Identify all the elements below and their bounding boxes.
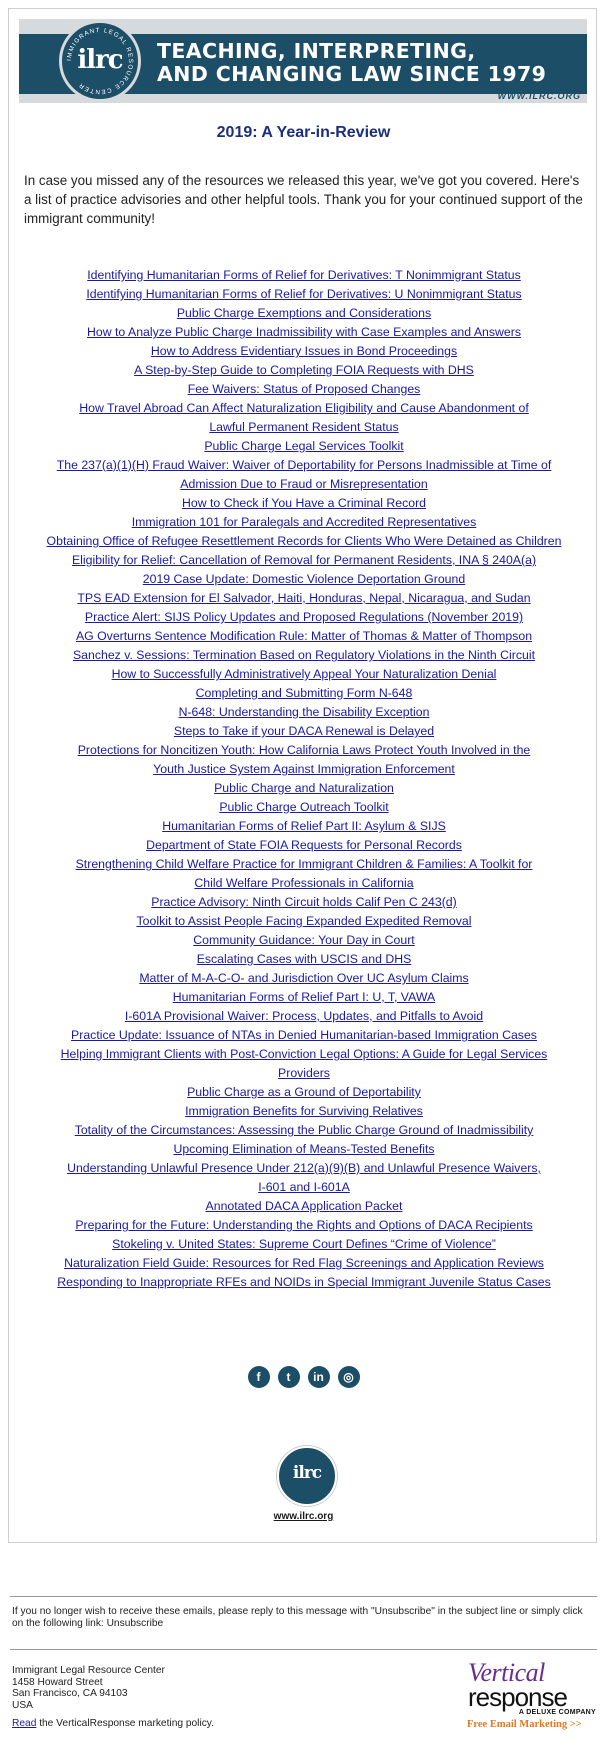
resource-link[interactable] bbox=[24, 323, 584, 342]
resource-link-text: I-601A Provisional Waiver: Process, Updates, and Pitfalls to Avoid bbox=[124, 1009, 484, 1023]
resource-link-text: Obtaining Office of Refugee Resettlement Records for Clients Who Were Detained as Children bbox=[46, 534, 562, 548]
resource-link-text: How Travel Abroad Can Affect Naturalization Eligibility and Cause Abandonment of bbox=[79, 401, 529, 415]
resource-link-text: Toolkit to Assist People Facing Expanded Expedited Removal bbox=[136, 914, 472, 928]
resource-link-text: Understanding Unlawful Presence Under 212(a)(9)(B) and Unlawful Presence Waivers, bbox=[67, 1161, 541, 1175]
resource-link-text: Lawful Permanent Resident Status bbox=[209, 420, 399, 434]
resource-link-text: Annotated DACA Application Packet bbox=[205, 1199, 403, 1213]
resource-link[interactable] bbox=[24, 551, 584, 570]
resource-link[interactable] bbox=[24, 1254, 584, 1273]
resource-link-text: Child Welfare Professionals in California bbox=[194, 876, 414, 890]
resource-link-text: Eligibility for Relief: Cancellation of Removal for Permanent Residents, INA § 240A(a) bbox=[71, 553, 537, 567]
footer-ilrc-logo[interactable] bbox=[277, 1446, 337, 1506]
resource-link-text: Totality of the Circumstances: Assessing the Public Charge Ground of Inadmissibility bbox=[74, 1123, 534, 1137]
logo-text: ilrc bbox=[77, 45, 123, 75]
resource-link[interactable] bbox=[24, 399, 584, 437]
resource-link[interactable] bbox=[24, 342, 584, 361]
resource-link-text: Steps to Take if your DACA Renewal is Delayed bbox=[173, 724, 435, 738]
resource-link-text: How to Analyze Public Charge Inadmissibility with Case Examples and Answers bbox=[86, 325, 521, 339]
resource-link[interactable] bbox=[24, 969, 584, 988]
unsubscribe-text: If you no longer wish to receive these emails, please reply to this message with "Unsubscribe" in the subject line or simply click on the following link: Unsubscribe bbox=[12, 1606, 583, 1629]
resource-link-text: Humanitarian Forms of Relief Part II: Asylum & SIJS bbox=[162, 819, 446, 833]
resource-link[interactable] bbox=[24, 646, 584, 665]
verticalresponse-logo[interactable] bbox=[468, 1658, 596, 1716]
resource-link[interactable] bbox=[24, 855, 584, 893]
resource-link-text: Identifying Humanitarian Forms of Relief for Derivatives: U Nonimmigrant Status bbox=[86, 287, 522, 301]
free-email-marketing-link[interactable]: Free Email Marketing >> bbox=[467, 1719, 582, 1730]
footer-url-link[interactable]: www.ilrc.org bbox=[273, 1511, 334, 1522]
resource-link[interactable] bbox=[24, 1273, 584, 1292]
resource-link[interactable] bbox=[24, 836, 584, 855]
resource-link-text: Public Charge as a Ground of Deportability bbox=[187, 1085, 421, 1099]
resource-link-text: Department of State FOIA Requests for Personal Records bbox=[146, 838, 462, 852]
footer-logo-text: ilrc bbox=[292, 1463, 322, 1483]
resource-link-text: Fee Waivers: Status of Proposed Changes bbox=[187, 382, 421, 396]
resource-link[interactable] bbox=[24, 684, 584, 703]
resource-link[interactable] bbox=[24, 1007, 584, 1026]
resource-link[interactable] bbox=[24, 1216, 584, 1235]
resource-link-text: Immigration Benefits for Surviving Relatives bbox=[185, 1104, 423, 1118]
resource-link[interactable] bbox=[24, 608, 584, 627]
social-glyph: in bbox=[313, 1370, 324, 1384]
resource-link[interactable] bbox=[24, 988, 584, 1007]
vr-logo-line3: A DELUXE COMPANY bbox=[518, 1709, 596, 1716]
resource-link-text: How to Address Evidentiary Issues in Bond Proceedings bbox=[150, 344, 458, 358]
resource-link-list bbox=[24, 266, 584, 1292]
banner-title-line1: TEACHING, INTERPRETING, bbox=[157, 39, 476, 63]
resource-link[interactable] bbox=[24, 893, 584, 912]
resource-link-text: Responding to Inappropriate RFEs and NOIDs in Special Immigrant Juvenile Status Cases bbox=[57, 1275, 551, 1289]
intro-text: In case you missed any of the resources we released this year, we've got you covered. Here's a list of practice advisories and other helpful tools. Thank you for your continued support of the immigrant community! bbox=[24, 173, 583, 226]
resource-link-text: N-648: Understanding the Disability Exception bbox=[178, 705, 430, 719]
ilrc-logo bbox=[59, 20, 141, 102]
resource-link[interactable] bbox=[24, 513, 584, 532]
banner-title-line2: AND CHANGING LAW SINCE 1979 bbox=[157, 62, 547, 86]
policy-text bbox=[12, 1718, 214, 1729]
social-glyph: ◎ bbox=[343, 1370, 354, 1384]
resource-link[interactable] bbox=[24, 1197, 584, 1216]
resource-link[interactable] bbox=[24, 532, 584, 551]
email-card bbox=[8, 8, 597, 1543]
resource-link-text: Practice Update: Issuance of NTAs in Denied Humanitarian-based Immigration Cases bbox=[71, 1028, 537, 1042]
vr-logo-line2: response bbox=[468, 1682, 567, 1712]
resource-link[interactable] bbox=[24, 1045, 584, 1083]
social-glyph: f bbox=[256, 1370, 261, 1384]
resource-link[interactable] bbox=[24, 1102, 584, 1121]
resource-link-text: Public Charge Outreach Toolkit bbox=[219, 800, 389, 814]
resource-link-text: Preparing for the Future: Understanding the Rights and Options of DACA Recipients bbox=[75, 1218, 533, 1232]
banner-title bbox=[157, 40, 546, 86]
resource-link-text: Public Charge Legal Services Toolkit bbox=[204, 439, 404, 453]
resource-link[interactable] bbox=[24, 304, 584, 323]
resource-link[interactable] bbox=[24, 380, 584, 399]
svg-text:IMMIGRANT LEGAL RESOURCE CENTE: IMMIGRANT LEGAL RESOURCE CENTER bbox=[65, 26, 135, 96]
banner-url: WWW.ILRC.ORG bbox=[497, 91, 581, 101]
resource-link-text: AG Overturns Sentence Modification Rule: Matter of Thomas & Matter of Thompson bbox=[75, 629, 533, 643]
resource-link[interactable] bbox=[24, 912, 584, 931]
resource-link-text: A Step-by-Step Guide to Completing FOIA Requests with DHS bbox=[134, 363, 474, 377]
resource-link-text: Protections for Noncitizen Youth: How California Laws Protect Youth Involved in the bbox=[77, 743, 531, 757]
resource-link[interactable] bbox=[24, 361, 584, 380]
resource-link-text: Public Charge Exemptions and Considerations bbox=[176, 306, 432, 320]
resource-link-text: Sanchez v. Sessions: Termination Based on Regulatory Violations in the Ninth Circuit bbox=[72, 648, 536, 662]
resource-link[interactable] bbox=[24, 798, 584, 817]
resource-link[interactable] bbox=[24, 703, 584, 722]
resource-link-text: I-601 and I-601A bbox=[258, 1180, 350, 1194]
linkedin-icon[interactable] bbox=[308, 1366, 330, 1388]
resource-link-text: How to Successfully Administratively Appeal Your Naturalization Denial bbox=[111, 667, 497, 681]
page-title: 2019: A Year-in-Review bbox=[216, 124, 391, 141]
resource-link[interactable] bbox=[24, 950, 584, 969]
resource-link-text: Strengthening Child Welfare Practice for Immigrant Children & Families: A Toolkit for bbox=[75, 857, 533, 871]
resource-link[interactable] bbox=[24, 570, 584, 589]
resource-link-text: Identifying Humanitarian Forms of Relief for Derivatives: T Nonimmigrant Status bbox=[87, 268, 521, 282]
resource-link[interactable] bbox=[24, 1026, 584, 1045]
resource-link[interactable] bbox=[24, 665, 584, 684]
twitter-icon[interactable] bbox=[278, 1366, 300, 1388]
sender-address bbox=[12, 1665, 165, 1711]
resource-link[interactable] bbox=[24, 779, 584, 798]
policy-suffix: the VerticalResponse marketing policy. bbox=[36, 1718, 214, 1729]
resource-link-text: Helping Immigrant Clients with Post-Conviction Legal Options: A Guide for Legal Services bbox=[60, 1047, 548, 1061]
resource-link-text: Public Charge and Naturalization bbox=[214, 781, 394, 795]
resource-link[interactable] bbox=[24, 931, 584, 950]
resource-link-text: Completing and Submitting Form N-648 bbox=[195, 686, 413, 700]
resource-link[interactable] bbox=[24, 1159, 584, 1197]
resource-link-text: Stokeling v. United States: Supreme Court Defines “Crime of Violence” bbox=[112, 1237, 496, 1251]
header-banner[interactable] bbox=[19, 19, 587, 103]
social-glyph: t bbox=[286, 1370, 291, 1384]
resource-link[interactable] bbox=[24, 1140, 584, 1159]
resource-link-text: The 237(a)(1)(H) Fraud Waiver: Waiver of Deportability for Persons Inadmissible at Time of bbox=[56, 458, 552, 472]
resource-link[interactable] bbox=[24, 1083, 584, 1102]
resource-link-text: 2019 Case Update: Domestic Violence Deportation Ground bbox=[142, 572, 466, 586]
resource-link-text: Matter of M-A-C-O- and Jurisdiction Over UC Asylum Claims bbox=[139, 971, 469, 985]
resource-link[interactable] bbox=[24, 437, 584, 456]
address-line: 1458 Howard Street bbox=[12, 1676, 103, 1688]
resource-link[interactable] bbox=[24, 627, 584, 646]
address-line: USA bbox=[12, 1699, 33, 1711]
resource-link[interactable] bbox=[24, 266, 584, 285]
resource-link[interactable] bbox=[24, 741, 584, 779]
instagram-icon[interactable] bbox=[338, 1366, 360, 1388]
resource-link-text: Community Guidance: Your Day in Court bbox=[193, 933, 415, 947]
vr-logo-line1: Vertical bbox=[468, 1658, 545, 1687]
resource-link[interactable] bbox=[24, 285, 584, 304]
resource-link-text: Providers bbox=[278, 1066, 330, 1080]
resource-link-text: Practice Alert: SIJS Policy Updates and Proposed Regulations (November 2019) bbox=[84, 610, 524, 624]
resource-link[interactable] bbox=[24, 722, 584, 741]
resource-link-text: How to Check if You Have a Criminal Record bbox=[182, 496, 426, 510]
social-icons bbox=[9, 1366, 598, 1388]
resource-link[interactable] bbox=[24, 1235, 584, 1254]
divider bbox=[10, 1649, 597, 1650]
resource-link-text: Humanitarian Forms of Relief Part I: U, T, VAWA bbox=[172, 990, 436, 1004]
resource-link-text: Upcoming Elimination of Means-Tested Benefits bbox=[173, 1142, 435, 1156]
resource-link[interactable] bbox=[24, 456, 584, 494]
resource-link-text: Naturalization Field Guide: Resources for Red Flag Screenings and Application Reviews bbox=[64, 1256, 544, 1270]
resource-link[interactable] bbox=[24, 817, 584, 836]
resource-link[interactable] bbox=[24, 589, 584, 608]
read-policy-link[interactable]: Read bbox=[12, 1718, 37, 1729]
facebook-icon[interactable] bbox=[248, 1366, 270, 1388]
resource-link-text: Immigration 101 for Paralegals and Accredited Representatives bbox=[131, 515, 477, 529]
resource-link[interactable] bbox=[24, 494, 584, 513]
divider bbox=[10, 1596, 597, 1597]
resource-link-text: Practice Advisory: Ninth Circuit holds Calif Pen C 243(d) bbox=[151, 895, 457, 909]
address-line: San Francisco, CA 94103 bbox=[12, 1688, 128, 1699]
resource-link[interactable] bbox=[24, 1121, 584, 1140]
resource-link-text: Admission Due to Fraud or Misrepresentation bbox=[180, 477, 428, 491]
resource-link-text: Youth Justice System Against Immigration Enforcement bbox=[153, 762, 455, 776]
resource-link-text: Escalating Cases with USCIS and DHS bbox=[196, 952, 412, 966]
resource-link-text: TPS EAD Extension for El Salvador, Haiti, Honduras, Nepal, Nicaragua, and Sudan bbox=[77, 591, 531, 605]
address-line: Immigrant Legal Resource Center bbox=[12, 1665, 165, 1676]
